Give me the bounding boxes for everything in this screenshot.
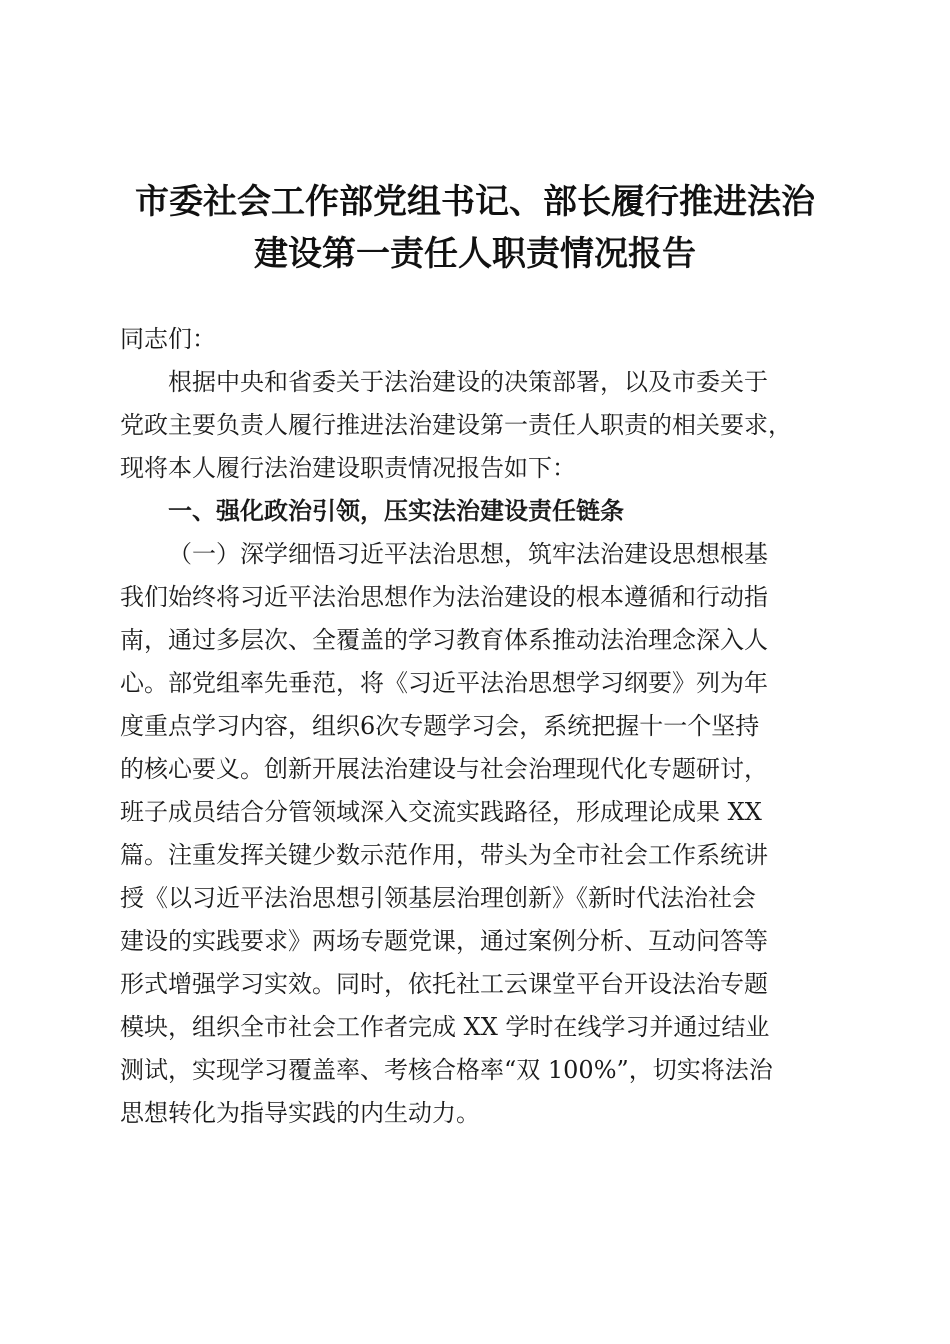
paragraph-line: 模块，组织全市社会工作者完成 XX 学时在线学习并通过结业 [120,1013,770,1041]
section-heading: 一、强化政治引领，压实法治建设责任链条 [168,497,624,525]
paragraph-line: 形式增强学习实效。同时，依托社工云课堂平台开设法治专题 [120,970,768,998]
paragraph-line: 南，通过多层次、全覆盖的学习教育体系推动法治理念深入人 [120,626,768,654]
paragraph-line: 的核心要义。创新开展法治建设与社会治理现代化专题研讨， [120,755,768,783]
intro-line: 根据中央和省委关于法治建设的决策部署，以及市委关于 [168,368,768,396]
paragraph-line: 班子成员结合分管领域深入交流实践路径，形成理论成果 XX [120,798,762,826]
intro-line: 党政主要负责人履行推进法治建设第一责任人职责的相关要求， [120,411,792,439]
paragraph-line: 度重点学习内容，组织6次专题学习会，系统把握十一个坚持 [120,712,760,740]
paragraph-line: 篇。注重发挥关键少数示范作用，带头为全市社会工作系统讲 [120,841,768,869]
intro-line: 现将本人履行法治建设职责情况报告如下： [120,454,576,482]
paragraph-line: 授《以习近平法治思想引领基层治理创新》《新时代法治社会 [120,884,756,912]
subsection-heading: （一）深学细悟习近平法治思想，筑牢法治建设思想根基 [168,540,768,568]
title-line-1: 市委社会工作部党组书记、部长履行推进法治 [135,182,815,222]
paragraph-line: 测试，实现学习覆盖率、考核合格率“双 100%”，切实将法治 [120,1056,773,1084]
document-title [110,176,840,280]
salutation: 同志们： [120,325,216,353]
paragraph-line: 建设的实践要求》两场专题党课，通过案例分析、互动问答等 [120,927,768,955]
paragraph-line: 心。部党组率先垂范，将《习近平法治思想学习纲要》列为年 [120,669,768,697]
paragraph-line: 思想转化为指导实践的内生动力。 [120,1099,480,1127]
document-body [120,318,826,1135]
paragraph-line: 我们始终将习近平法治思想作为法治建设的根本遵循和行动指 [120,583,768,611]
title-line-2: 建设第一责任人职责情况报告 [254,234,696,274]
